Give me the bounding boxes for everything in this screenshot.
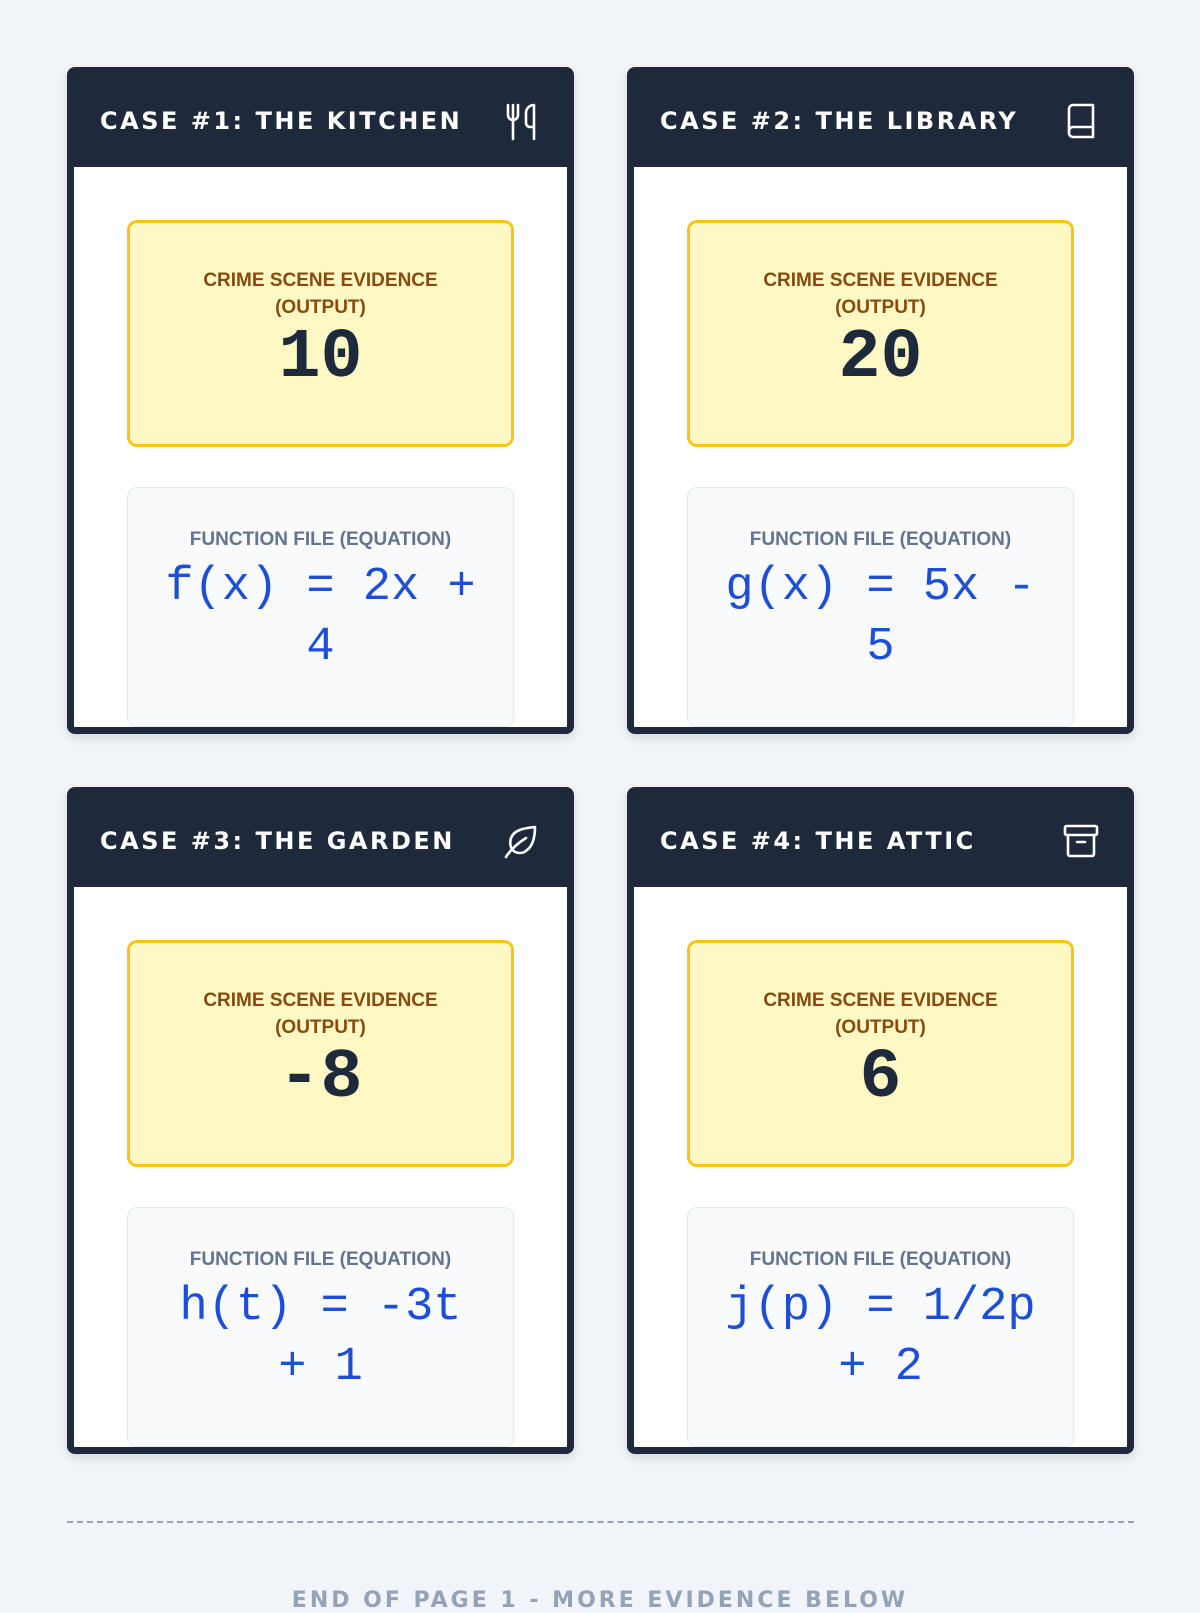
archive-box-icon — [1059, 819, 1103, 863]
equation-label: FUNCTION FILE (EQUATION) — [749, 1249, 1012, 1270]
equation-text: f(x) = 2x + 4 — [165, 561, 476, 674]
equation-label: FUNCTION FILE (EQUATION) — [189, 1249, 452, 1270]
leaf-icon — [499, 819, 543, 863]
page-divider — [67, 1521, 1134, 1523]
evidence-output: 10 — [278, 319, 363, 398]
case-title: CASE #3: THE GARDEN — [100, 826, 455, 855]
evidence-box — [127, 940, 514, 1167]
case-card-library — [627, 67, 1134, 734]
utensils-icon — [499, 99, 543, 143]
equation-label: FUNCTION FILE (EQUATION) — [749, 529, 1012, 550]
case-card-kitchen — [67, 67, 574, 734]
book-icon — [1059, 99, 1103, 143]
evidence-label: CRIME SCENE EVIDENCE (OUTPUT) — [763, 990, 998, 1038]
case-card-garden — [67, 787, 574, 1454]
evidence-output: -8 — [278, 1039, 363, 1118]
equation-box — [127, 487, 514, 727]
evidence-label: CRIME SCENE EVIDENCE (OUTPUT) — [203, 270, 438, 318]
case-card-attic — [627, 787, 1134, 1454]
equation-text: h(t) = -3t + 1 — [179, 1281, 462, 1394]
equation-label: FUNCTION FILE (EQUATION) — [189, 529, 452, 550]
case-header — [74, 74, 567, 167]
evidence-box — [687, 220, 1074, 447]
case-title: CASE #2: THE LIBRARY — [660, 106, 1019, 135]
case-body — [634, 887, 1127, 1447]
evidence-output: 6 — [859, 1039, 902, 1118]
case-body — [634, 167, 1127, 727]
case-body — [74, 167, 567, 727]
case-header — [634, 794, 1127, 887]
case-title: CASE #1: THE KITCHEN — [100, 106, 463, 135]
equation-text: j(p) = 1/2p + 2 — [725, 1281, 1036, 1394]
evidence-output: 20 — [838, 319, 923, 398]
case-grid — [67, 67, 1134, 1454]
evidence-box — [127, 220, 514, 447]
evidence-label: CRIME SCENE EVIDENCE (OUTPUT) — [203, 990, 438, 1038]
case-header — [634, 74, 1127, 167]
evidence-box — [687, 940, 1074, 1167]
case-body — [74, 887, 567, 1447]
case-title: CASE #4: THE ATTIC — [660, 826, 976, 855]
case-header — [74, 794, 567, 887]
equation-box — [127, 1207, 514, 1447]
equation-box — [687, 1207, 1074, 1447]
equation-text: g(x) = 5x - 5 — [725, 561, 1036, 674]
equation-box — [687, 487, 1074, 727]
evidence-label: CRIME SCENE EVIDENCE (OUTPUT) — [763, 270, 998, 318]
footer-text: END OF PAGE 1 - MORE EVIDENCE BELOW — [291, 1588, 909, 1613]
